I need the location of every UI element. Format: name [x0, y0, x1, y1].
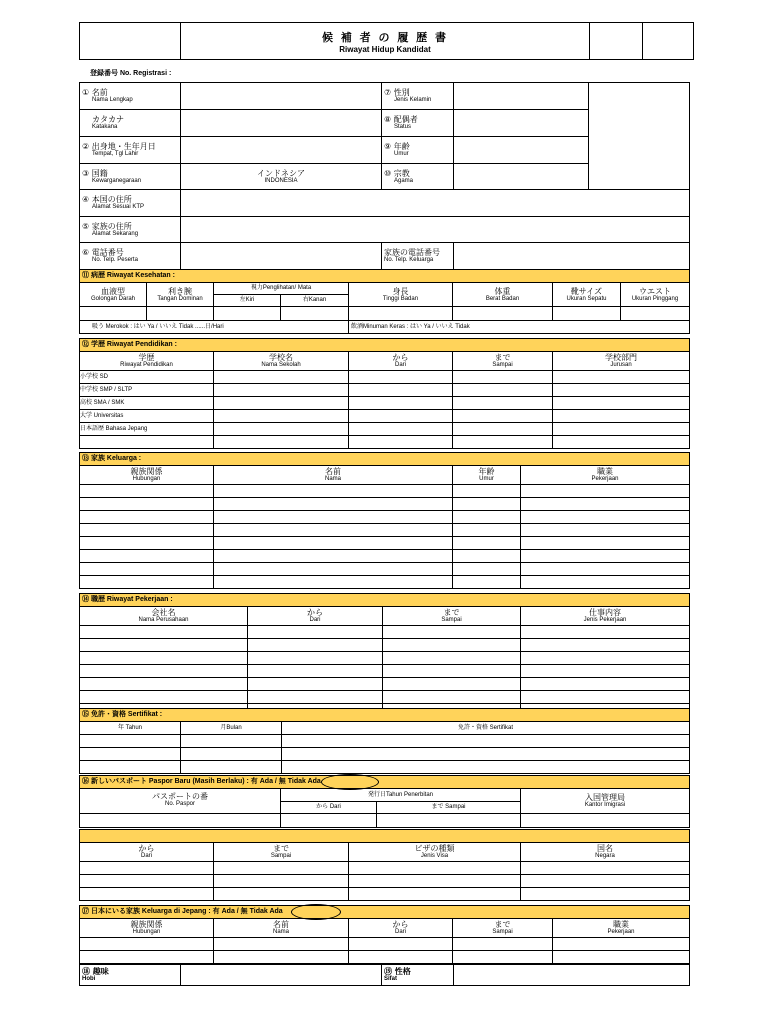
tidak-ada-circle-family: [291, 904, 341, 920]
vision-left-field[interactable]: [214, 307, 281, 321]
family-cell[interactable]: [453, 498, 521, 511]
cert-cell[interactable]: [282, 735, 690, 748]
family-japan-table: [79, 905, 690, 964]
family-table: [79, 452, 690, 589]
cert-cell[interactable]: [181, 735, 282, 748]
work-cell[interactable]: [521, 691, 690, 704]
religion-label: ⑩ 宗教 Agama: [382, 164, 454, 190]
family-cell[interactable]: [80, 537, 214, 550]
status-field[interactable]: [454, 110, 589, 137]
phone-field[interactable]: [181, 243, 382, 270]
phone-label: ⑥ 電話番号 No. Telp. Peserta: [80, 243, 181, 270]
fj-col-job: 職業 Pekerjaan: [553, 919, 690, 938]
work-col-to: まで Sampai: [383, 607, 521, 626]
shoe-header: 靴サイズ Ukuran Sepatu: [553, 283, 621, 307]
passport-from-header: から Dari: [281, 802, 377, 814]
family-row: [80, 563, 690, 576]
family-cell[interactable]: [80, 511, 214, 524]
fj-col-to: まで Sampai: [453, 919, 553, 938]
edu-cell[interactable]: [553, 371, 690, 384]
family-cell[interactable]: [214, 511, 453, 524]
work-col-job: 仕事内容 Jenis Pekerjaan: [521, 607, 690, 626]
work-cell[interactable]: [248, 665, 383, 678]
cert-col-month: 月Bulan: [181, 722, 282, 735]
family-cell[interactable]: [214, 485, 453, 498]
address-label: ⑤ 家族の住所 Alamat Sekarang: [80, 217, 181, 243]
katakana-field[interactable]: [181, 110, 382, 137]
edu-cell[interactable]: [453, 423, 553, 436]
family-cell[interactable]: [521, 550, 690, 563]
work-cell[interactable]: [248, 652, 383, 665]
edu-cell[interactable]: [553, 410, 690, 423]
family-col-name: 名前 Nama: [214, 466, 453, 485]
family-row: [80, 524, 690, 537]
cert-row: [80, 735, 690, 748]
visa-col-type: ビザの種類 Jenis Visa: [349, 843, 521, 862]
edu-col-level: 学歴 Riwayat Pendidikan: [80, 352, 214, 371]
trait-label: ⑲ 性格 Sifat: [382, 965, 454, 986]
age-field[interactable]: [454, 137, 589, 164]
hobby-label: ⑱ 趣味 Hobi: [80, 965, 181, 986]
work-row: [80, 678, 690, 691]
name-label: ① 名前 Nama Lengkap: [80, 83, 181, 110]
passport-to-header: まで Sampai: [377, 802, 521, 814]
hobby-field[interactable]: [181, 965, 382, 986]
edu-cell[interactable]: [453, 410, 553, 423]
edu-cell[interactable]: [453, 371, 553, 384]
family-cell[interactable]: [453, 576, 521, 589]
cert-cell[interactable]: [282, 748, 690, 761]
work-row: [80, 665, 690, 678]
passport-number-field[interactable]: [80, 814, 281, 828]
birth-field[interactable]: [181, 137, 382, 164]
visa-section-header: [80, 830, 690, 843]
family-row: [80, 498, 690, 511]
fj-col-relation: 親族関係 Hubungan: [80, 919, 214, 938]
tidak-ada-circle: [321, 774, 379, 790]
edu-cell[interactable]: [214, 371, 349, 384]
passport-to-field[interactable]: [377, 814, 521, 828]
family-row: [80, 511, 690, 524]
passport-table: [79, 775, 690, 828]
gender-label: ⑦ 性別 Jenis Kelamin: [382, 83, 454, 110]
work-cell[interactable]: [521, 652, 690, 665]
edu-cell[interactable]: [349, 423, 453, 436]
cert-cell[interactable]: [181, 748, 282, 761]
family-cell[interactable]: [214, 576, 453, 589]
vision-right-header: 右Kanan: [281, 295, 349, 307]
ktp-field[interactable]: [181, 190, 690, 217]
edu-cell[interactable]: [453, 384, 553, 397]
fj-cell[interactable]: [453, 938, 553, 951]
visa-cell[interactable]: [214, 875, 349, 888]
work-cell[interactable]: [248, 626, 383, 639]
gender-field[interactable]: [454, 83, 589, 110]
name-field[interactable]: [181, 83, 382, 110]
cert-row: [80, 761, 690, 774]
cert-col-year: 年 Tahun: [80, 722, 181, 735]
edu-cell[interactable]: [349, 397, 453, 410]
ktp-label: ④ 本国の住所 Alamat Sesuai KTP: [80, 190, 181, 217]
work-cell[interactable]: [248, 678, 383, 691]
blood-field[interactable]: [80, 307, 147, 321]
edu-row-label: 高校 SMA / SMK: [80, 397, 214, 410]
visa-table: [79, 829, 690, 901]
header-blank-right: [643, 23, 694, 60]
height-field[interactable]: [349, 307, 453, 321]
immigration-header: 入国管理局 Kantor Imigrasi: [521, 789, 690, 814]
birth-label: ② 出身地・生年月日 Tempat, Tgl Lahir: [80, 137, 181, 164]
work-row: [80, 691, 690, 704]
photo-box: [589, 83, 690, 190]
fj-row: [80, 938, 690, 951]
visa-cell[interactable]: [214, 888, 349, 901]
family-cell[interactable]: [80, 550, 214, 563]
family-cell[interactable]: [453, 485, 521, 498]
family-row: [80, 550, 690, 563]
work-cell[interactable]: [248, 639, 383, 652]
work-table: [79, 593, 690, 717]
work-cell[interactable]: [80, 639, 248, 652]
work-cell[interactable]: [521, 639, 690, 652]
fj-cell[interactable]: [80, 938, 214, 951]
work-cell[interactable]: [383, 678, 521, 691]
edu-cell[interactable]: [453, 436, 553, 449]
work-cell[interactable]: [521, 678, 690, 691]
edu-cell[interactable]: [349, 410, 453, 423]
family-cell[interactable]: [80, 576, 214, 589]
work-section-header: ⑭ 職歴 Riwayat Pekerjaan :: [80, 594, 690, 607]
family-col-job: 職業 Pekerjaan: [521, 466, 690, 485]
fj-cell[interactable]: [214, 951, 349, 964]
cert-cell[interactable]: [181, 761, 282, 774]
fj-row: [80, 951, 690, 964]
hand-field[interactable]: [147, 307, 214, 321]
visa-cell[interactable]: [80, 862, 214, 875]
fj-cell[interactable]: [553, 951, 690, 964]
health-table: [79, 269, 690, 334]
title-jp: 候 補 者 の 履 歴 書: [322, 30, 448, 44]
family-cell[interactable]: [521, 511, 690, 524]
edu-cell[interactable]: [553, 397, 690, 410]
edu-col-to: まで Sampai: [453, 352, 553, 371]
blood-header: 血液型 Golongan Darah: [80, 283, 147, 307]
family-cell[interactable]: [80, 498, 214, 511]
work-col-company: 会社名 Nama Perusahaan: [80, 607, 248, 626]
title-cell: [181, 23, 590, 60]
edu-cell[interactable]: [349, 436, 453, 449]
edu-cell[interactable]: [453, 397, 553, 410]
family-cell[interactable]: [521, 537, 690, 550]
visa-cell[interactable]: [80, 875, 214, 888]
vision-header: 視力Penglihatan/ Mata: [214, 283, 349, 295]
edu-cell[interactable]: [214, 436, 349, 449]
family-phone-field[interactable]: [454, 243, 690, 270]
address-field[interactable]: [181, 217, 690, 243]
weight-field[interactable]: [453, 307, 553, 321]
fj-col-name: 名前 Nama: [214, 919, 349, 938]
passport-number-header: パスポートの番 No. Paspor: [80, 789, 281, 814]
edu-col-from: から Dari: [349, 352, 453, 371]
visa-cell[interactable]: [521, 862, 690, 875]
work-cell[interactable]: [80, 626, 248, 639]
edu-cell[interactable]: [214, 410, 349, 423]
family-cell[interactable]: [80, 485, 214, 498]
hand-header: 利き腕 Tangan Dominan: [147, 283, 214, 307]
work-cell[interactable]: [383, 639, 521, 652]
work-cell[interactable]: [80, 665, 248, 678]
visa-row: [80, 862, 690, 875]
cert-cell[interactable]: [80, 735, 181, 748]
edu-col-school: 学校名 Nama Sekolah: [214, 352, 349, 371]
header-blank-mid: [590, 23, 643, 60]
visa-col-to: まで Sampai: [214, 843, 349, 862]
nationality-label: ③ 国籍 Kewarganegaraan: [80, 164, 181, 190]
fj-cell[interactable]: [349, 951, 453, 964]
edu-cell[interactable]: [553, 384, 690, 397]
visa-cell[interactable]: [214, 862, 349, 875]
education-section-header: ⑫ 学歴 Riwayat Pendidikan :: [80, 339, 690, 352]
visa-cell[interactable]: [521, 888, 690, 901]
smoke-field[interactable]: 吸う Merokok : はい Ya / いいえ Tidak ......日/Hari: [80, 321, 349, 334]
family-row: [80, 485, 690, 498]
drink-field[interactable]: 飲酒Minuman Keras : はい Ya / いいえ Tidak: [349, 321, 690, 334]
work-cell[interactable]: [521, 626, 690, 639]
work-cell[interactable]: [521, 665, 690, 678]
edu-cell[interactable]: [214, 423, 349, 436]
fj-cell[interactable]: [214, 938, 349, 951]
visa-row: [80, 888, 690, 901]
passport-issue-header: 発行日Tahun Penerbitan: [281, 789, 521, 802]
family-col-relation: 親族関係 Hubungan: [80, 466, 214, 485]
header-blank-left: [80, 23, 181, 60]
family-cell[interactable]: [521, 485, 690, 498]
work-cell[interactable]: [383, 691, 521, 704]
work-col-from: から Dari: [248, 607, 383, 626]
passport-from-field[interactable]: [281, 814, 377, 828]
family-cell[interactable]: [521, 563, 690, 576]
fj-col-from: から Dari: [349, 919, 453, 938]
cert-cell[interactable]: [80, 748, 181, 761]
trait-field[interactable]: [454, 965, 690, 986]
edu-col-major: 学校部門 Jurusan: [553, 352, 690, 371]
waist-header: ウエスト Ukuran Pinggang: [621, 283, 690, 307]
visa-cell[interactable]: [80, 888, 214, 901]
family-cell[interactable]: [80, 563, 214, 576]
family-cell[interactable]: [214, 537, 453, 550]
edu-cell[interactable]: [349, 384, 453, 397]
immigration-field[interactable]: [521, 814, 690, 828]
health-section-header: ⑪ 病歴 Riwayat Kesehatan :: [80, 270, 690, 283]
family-cell[interactable]: [214, 498, 453, 511]
age-label: ⑨ 年齢 Umur: [382, 137, 454, 164]
cert-cell[interactable]: [282, 761, 690, 774]
education-table: [79, 338, 690, 449]
shoe-field[interactable]: [553, 307, 621, 321]
work-row: [80, 639, 690, 652]
title-id: Riwayat Hidup Kandidat: [339, 44, 431, 54]
footer-table: [79, 964, 690, 986]
family-phone-label: 家族の電話番号 No. Telp. Keluarga: [382, 243, 454, 270]
edu-row-label: [80, 436, 214, 449]
visa-cell[interactable]: [349, 875, 521, 888]
edu-row-label: 小学校 SD: [80, 371, 214, 384]
fj-cell[interactable]: [553, 938, 690, 951]
cert-section-header: ⑮ 免許・資格 Sertifikat :: [80, 709, 690, 722]
work-cell[interactable]: [383, 665, 521, 678]
family-cell[interactable]: [214, 524, 453, 537]
edu-cell[interactable]: [553, 436, 690, 449]
vision-left-header: 左Kiri: [214, 295, 281, 307]
work-row: [80, 626, 690, 639]
family-japan-section-header: ⑰ 日本にいる家族 Keluarga di Jepang : 有 Ada / 無 Tidak Ada: [80, 906, 690, 919]
edu-cell[interactable]: [553, 423, 690, 436]
personal-table: [79, 82, 690, 270]
edu-row-label: 中学校 SMP / SLTP: [80, 384, 214, 397]
work-cell[interactable]: [80, 691, 248, 704]
registration-label: 登録番号 No. Registrasi :: [90, 70, 172, 77]
work-cell[interactable]: [80, 652, 248, 665]
fj-cell[interactable]: [349, 938, 453, 951]
cert-col-name: 免許・資格 Sertifikat: [282, 722, 690, 735]
vision-right-field[interactable]: [281, 307, 349, 321]
family-cell[interactable]: [521, 498, 690, 511]
family-cell[interactable]: [453, 511, 521, 524]
family-cell[interactable]: [521, 524, 690, 537]
family-cell[interactable]: [453, 563, 521, 576]
family-cell[interactable]: [214, 563, 453, 576]
status-label: ⑧ 配偶者 Status: [382, 110, 454, 137]
visa-col-from: から Dari: [80, 843, 214, 862]
family-cell[interactable]: [80, 524, 214, 537]
edu-cell[interactable]: [214, 384, 349, 397]
visa-cell[interactable]: [521, 875, 690, 888]
work-cell[interactable]: [383, 626, 521, 639]
visa-col-country: 国名 Negara: [521, 843, 690, 862]
work-row: [80, 652, 690, 665]
family-cell[interactable]: [453, 550, 521, 563]
family-cell[interactable]: [453, 537, 521, 550]
edu-row-label: 大学 Universitas: [80, 410, 214, 423]
visa-cell[interactable]: [349, 862, 521, 875]
family-cell[interactable]: [521, 576, 690, 589]
family-cell[interactable]: [453, 524, 521, 537]
cert-table: [79, 708, 690, 774]
family-section-header: ⑬ 家族 Keluarga :: [80, 453, 690, 466]
family-cell[interactable]: [214, 550, 453, 563]
fj-cell[interactable]: [453, 951, 553, 964]
katakana-label: カタカナ Katakana: [80, 110, 181, 137]
weight-header: 体重 Berat Badan: [453, 283, 553, 307]
nationality-value: インドネシア INDONESIA: [181, 164, 382, 190]
family-row: [80, 576, 690, 589]
title-table: [79, 22, 694, 60]
edu-cell[interactable]: [214, 397, 349, 410]
cert-row: [80, 748, 690, 761]
work-cell[interactable]: [248, 691, 383, 704]
fj-cell[interactable]: [80, 951, 214, 964]
work-cell[interactable]: [80, 678, 248, 691]
waist-field[interactable]: [621, 307, 690, 321]
family-row: [80, 537, 690, 550]
edu-cell[interactable]: [349, 371, 453, 384]
cert-cell[interactable]: [80, 761, 181, 774]
visa-cell[interactable]: [349, 888, 521, 901]
visa-row: [80, 875, 690, 888]
height-header: 身長 Tinggi Badan: [349, 283, 453, 307]
religion-field[interactable]: [454, 164, 589, 190]
family-col-age: 年齢 Umur: [453, 466, 521, 485]
work-cell[interactable]: [383, 652, 521, 665]
passport-section-header: ⑯ 新しいパスポート Paspor Baru (Masih Berlaku) : 有 Ada / 無 Tidak Ada: [80, 776, 690, 789]
edu-row-label: 日本語歴 Bahasa Jepang: [80, 423, 214, 436]
